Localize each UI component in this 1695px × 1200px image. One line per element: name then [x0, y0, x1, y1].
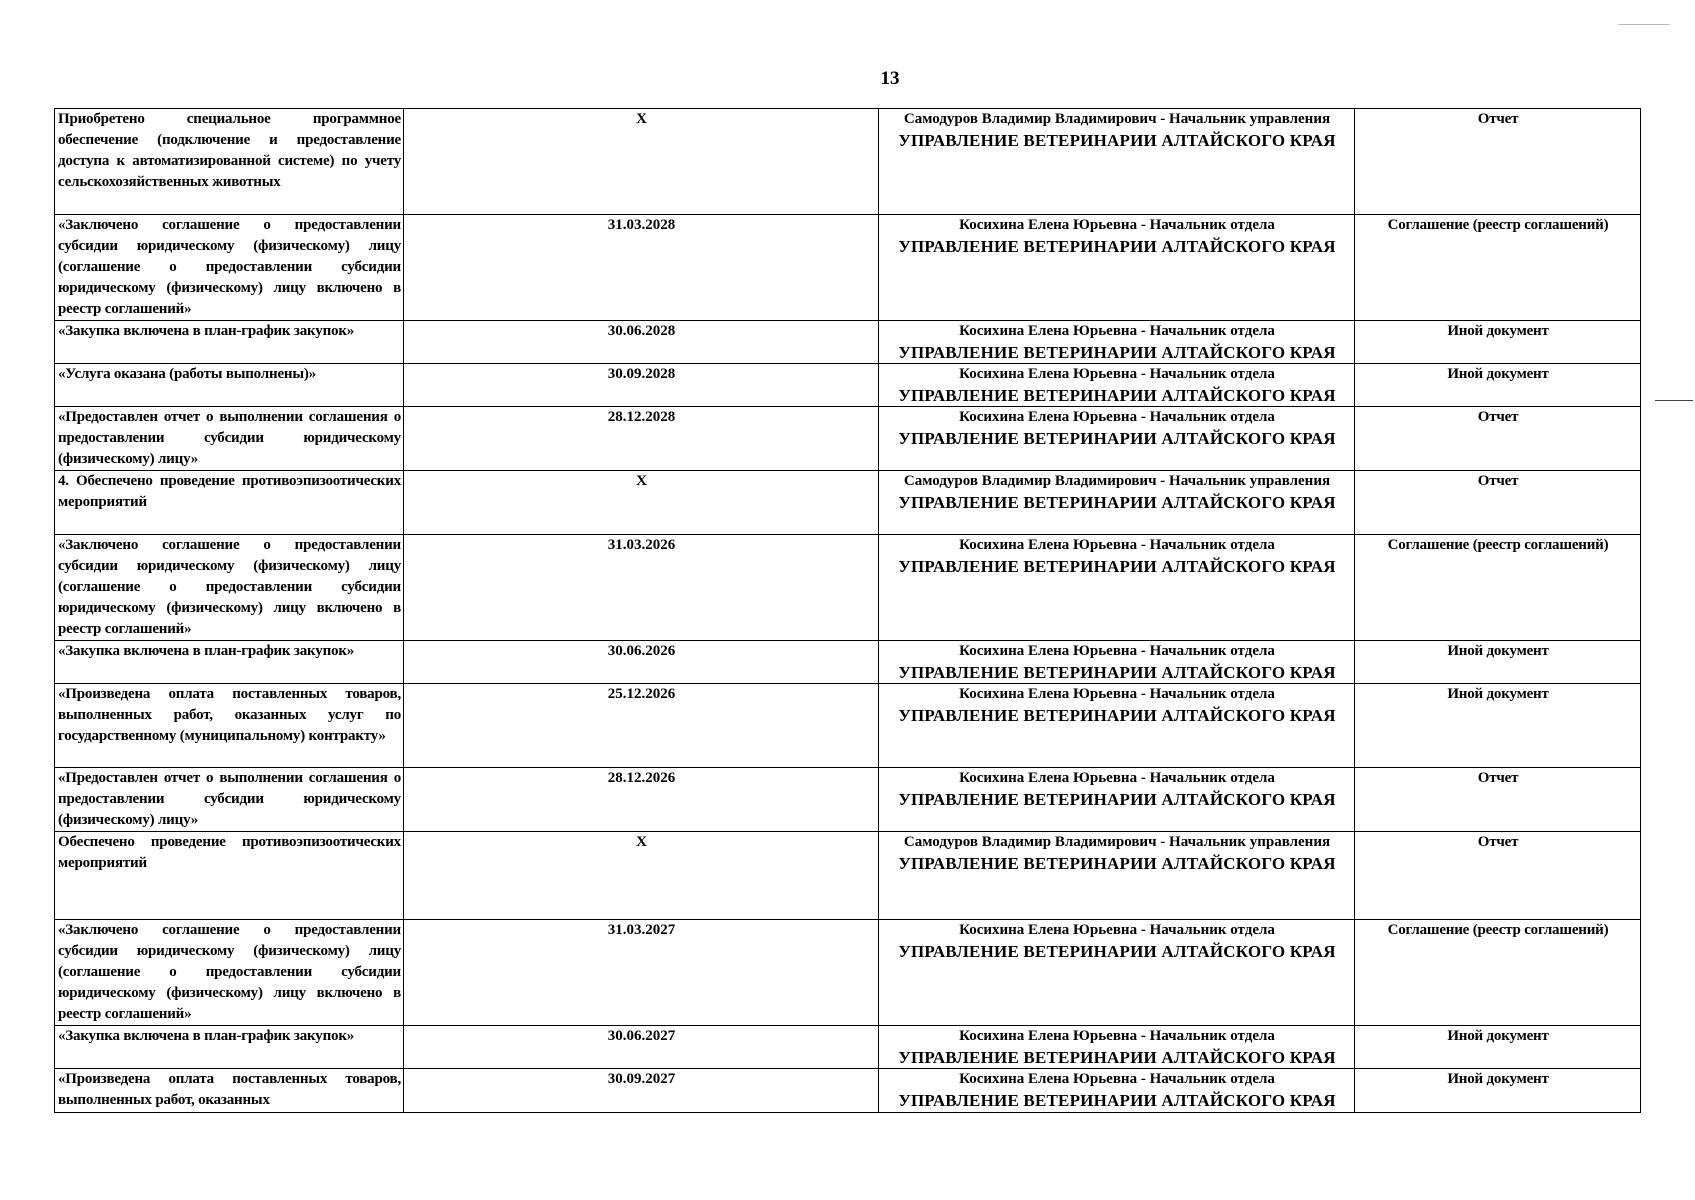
responsible-cell — [879, 535, 1355, 641]
event-name-cell: Приобретено специальное программное обеспечение (подключение и предоставление доступа к автоматизированной системе) по учету сельскохозяйственных животных — [55, 109, 404, 215]
responsible-person: Косихина Елена Юрьевна - Начальник отдела — [959, 323, 1275, 339]
document-type-cell: Отчет — [1355, 768, 1641, 832]
table-row — [55, 215, 1641, 321]
deadline-cell: X — [404, 109, 879, 215]
responsible-organization: УПРАВЛЕНИЕ ВЕТЕРИНАРИИ АЛТАЙСКОГО КРАЯ — [898, 663, 1336, 682]
deadline-cell: 28.12.2028 — [404, 407, 879, 471]
responsible-organization: УПРАВЛЕНИЕ ВЕТЕРИНАРИИ АЛТАЙСКОГО КРАЯ — [898, 557, 1336, 576]
deadline-cell: 31.03.2028 — [404, 215, 879, 321]
responsible-person: Косихина Елена Юрьевна - Начальник отдела — [959, 1071, 1275, 1087]
responsible-cell — [879, 215, 1355, 321]
responsible-cell — [879, 684, 1355, 768]
responsible-person: Косихина Елена Юрьевна - Начальник отдела — [959, 643, 1275, 659]
table-row — [55, 1026, 1641, 1069]
deadline-cell: 30.06.2028 — [404, 321, 879, 364]
document-type-cell: Соглашение (реестр соглашений) — [1355, 535, 1641, 641]
table-row — [55, 641, 1641, 684]
responsible-organization: УПРАВЛЕНИЕ ВЕТЕРИНАРИИ АЛТАЙСКОГО КРАЯ — [898, 790, 1336, 809]
event-name-cell: «Заключено соглашение о предоставлении субсидии юридическому (физическому) лицу (соглашение о предоставлении субсидии юридическому (физическому) лицу включено в реестр соглашений» — [55, 215, 404, 321]
deadline-cell: 30.06.2026 — [404, 641, 879, 684]
deadline-cell: 30.06.2027 — [404, 1026, 879, 1069]
event-name-cell: «Предоставлен отчет о выполнении соглашения о предоставлении субсидии юридическому (физическому) лицу» — [55, 407, 404, 471]
responsible-organization: УПРАВЛЕНИЕ ВЕТЕРИНАРИИ АЛТАЙСКОГО КРАЯ — [898, 343, 1336, 362]
event-name-cell: «Закупка включена в план-график закупок» — [55, 641, 404, 684]
document-type-cell: Иной документ — [1355, 364, 1641, 407]
responsible-person: Косихина Елена Юрьевна - Начальник отдела — [959, 770, 1275, 786]
responsible-cell — [879, 1069, 1355, 1113]
document-type-cell: Отчет — [1355, 407, 1641, 471]
responsible-cell — [879, 832, 1355, 920]
control-points-table — [54, 108, 1641, 1113]
responsible-organization: УПРАВЛЕНИЕ ВЕТЕРИНАРИИ АЛТАЙСКОГО КРАЯ — [898, 854, 1336, 873]
responsible-cell — [879, 109, 1355, 215]
table-row — [55, 1069, 1641, 1113]
document-type-cell: Отчет — [1355, 832, 1641, 920]
table-row — [55, 768, 1641, 832]
document-type-cell: Соглашение (реестр соглашений) — [1355, 920, 1641, 1026]
deadline-cell: X — [404, 832, 879, 920]
event-name-cell: «Закупка включена в план-график закупок» — [55, 1026, 404, 1069]
responsible-person: Самодуров Владимир Владимирович - Начальник управления — [903, 111, 1331, 127]
table-row — [55, 407, 1641, 471]
responsible-organization: УПРАВЛЕНИЕ ВЕТЕРИНАРИИ АЛТАЙСКОГО КРАЯ — [898, 429, 1336, 448]
responsible-person: Косихина Елена Юрьевна - Начальник отдела — [959, 922, 1275, 938]
responsible-organization: УПРАВЛЕНИЕ ВЕТЕРИНАРИИ АЛТАЙСКОГО КРАЯ — [898, 942, 1336, 961]
document-type-cell: Иной документ — [1355, 321, 1641, 364]
responsible-person: Косихина Елена Юрьевна - Начальник отдела — [959, 1028, 1275, 1044]
responsible-cell — [879, 768, 1355, 832]
table-row — [55, 109, 1641, 215]
table-row — [55, 321, 1641, 364]
responsible-person: Косихина Елена Юрьевна - Начальник отдела — [959, 366, 1275, 382]
event-name-cell: 4. Обеспечено проведение противоэпизоотических мероприятий — [55, 471, 404, 535]
event-name-cell: «Предоставлен отчет о выполнении соглашения о предоставлении субсидии юридическому (физическому) лицу» — [55, 768, 404, 832]
deadline-cell: 31.03.2027 — [404, 920, 879, 1026]
responsible-cell — [879, 364, 1355, 407]
document-type-cell: Иной документ — [1355, 641, 1641, 684]
table-row — [55, 920, 1641, 1026]
table-row — [55, 684, 1641, 768]
deadline-cell: 31.03.2026 — [404, 535, 879, 641]
scan-artifact-line — [1618, 24, 1670, 25]
responsible-person: Косихина Елена Юрьевна - Начальник отдела — [959, 537, 1275, 553]
event-name-cell: Обеспечено проведение противоэпизоотических мероприятий — [55, 832, 404, 920]
document-type-cell: Отчет — [1355, 471, 1641, 535]
event-name-cell: «Закупка включена в план-график закупок» — [55, 321, 404, 364]
event-name-cell: «Заключено соглашение о предоставлении субсидии юридическому (физическому) лицу (соглашение о предоставлении субсидии юридическому (физическому) лицу включено в реестр соглашений» — [55, 920, 404, 1026]
table-row — [55, 364, 1641, 407]
responsible-person: Косихина Елена Юрьевна - Начальник отдела — [959, 686, 1275, 702]
table-row — [55, 471, 1641, 535]
responsible-person: Самодуров Владимир Владимирович - Начальник управления — [903, 473, 1331, 489]
document-type-cell: Иной документ — [1355, 1069, 1641, 1113]
responsible-organization: УПРАВЛЕНИЕ ВЕТЕРИНАРИИ АЛТАЙСКОГО КРАЯ — [898, 237, 1336, 256]
responsible-organization: УПРАВЛЕНИЕ ВЕТЕРИНАРИИ АЛТАЙСКОГО КРАЯ — [898, 386, 1336, 405]
event-name-cell: «Произведена оплата поставленных товаров, выполненных работ, оказанных услуг по государственному (муниципальному) контракту» — [55, 684, 404, 768]
responsible-organization: УПРАВЛЕНИЕ ВЕТЕРИНАРИИ АЛТАЙСКОГО КРАЯ — [898, 1091, 1336, 1110]
event-name-cell: «Произведена оплата поставленных товаров, выполненных работ, оказанных — [55, 1069, 404, 1113]
document-type-cell: Иной документ — [1355, 1026, 1641, 1069]
document-type-cell: Иной документ — [1355, 684, 1641, 768]
responsible-cell — [879, 641, 1355, 684]
document-type-cell: Соглашение (реестр соглашений) — [1355, 215, 1641, 321]
table-row — [55, 832, 1641, 920]
responsible-organization: УПРАВЛЕНИЕ ВЕТЕРИНАРИИ АЛТАЙСКОГО КРАЯ — [898, 131, 1336, 150]
responsible-cell — [879, 407, 1355, 471]
page-number: 13 — [880, 68, 900, 89]
responsible-organization: УПРАВЛЕНИЕ ВЕТЕРИНАРИИ АЛТАЙСКОГО КРАЯ — [898, 1048, 1336, 1067]
responsible-organization: УПРАВЛЕНИЕ ВЕТЕРИНАРИИ АЛТАЙСКОГО КРАЯ — [898, 493, 1336, 512]
responsible-cell — [879, 1026, 1355, 1069]
deadline-cell: 30.09.2027 — [404, 1069, 879, 1113]
deadline-cell: X — [404, 471, 879, 535]
responsible-person: Самодуров Владимир Владимирович - Начальник управления — [903, 834, 1331, 850]
responsible-person: Косихина Елена Юрьевна - Начальник отдела — [959, 217, 1275, 233]
event-name-cell: «Услуга оказана (работы выполнены)» — [55, 364, 404, 407]
deadline-cell: 28.12.2026 — [404, 768, 879, 832]
table-row — [55, 535, 1641, 641]
responsible-organization: УПРАВЛЕНИЕ ВЕТЕРИНАРИИ АЛТАЙСКОГО КРАЯ — [898, 706, 1336, 725]
deadline-cell: 25.12.2026 — [404, 684, 879, 768]
responsible-cell — [879, 920, 1355, 1026]
event-name-cell: «Заключено соглашение о предоставлении субсидии юридическому (физическому) лицу (соглашение о предоставлении субсидии юридическому (физическому) лицу включено в реестр соглашений» — [55, 535, 404, 641]
responsible-cell — [879, 321, 1355, 364]
responsible-cell — [879, 471, 1355, 535]
responsible-person: Косихина Елена Юрьевна - Начальник отдела — [959, 409, 1275, 425]
scan-artifact-line — [1655, 400, 1693, 401]
deadline-cell: 30.09.2028 — [404, 364, 879, 407]
document-type-cell: Отчет — [1355, 109, 1641, 215]
